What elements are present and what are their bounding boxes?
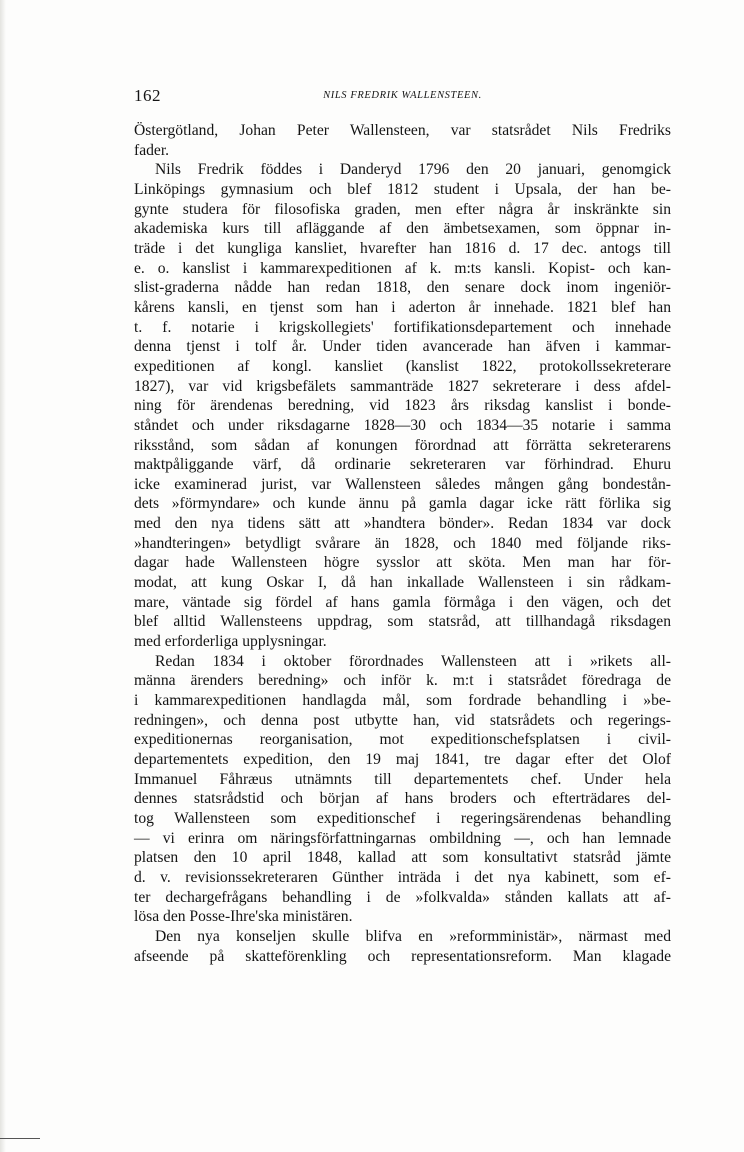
- text-line: med erforderliga upplysningar.: [134, 633, 327, 651]
- text-line: afseende på skatteförenkling och representationsreform. Man klagade: [134, 947, 671, 965]
- text-line: dets »förmyndare» och kunde ännu på gamla dagar icke rätt förlika sig: [134, 495, 671, 513]
- text-line: e. o. kanslist i kammarexpeditionen af k. m:ts kansli. Kopist- och kan-: [134, 259, 671, 277]
- text-line: platsen den 10 april 1848, kallad att som konsultativt statsråd jämte: [134, 849, 671, 867]
- text-line: Redan 1834 i oktober förordnades Wallensteen att i »rikets all-: [155, 652, 671, 670]
- text-line: Nils Fredrik föddes i Danderyd 1796 den 20 januari, genomgick: [155, 161, 671, 179]
- text-line: ning för ärendenas beredning, vid 1823 års riksdag kanslist i bonde-: [134, 397, 671, 415]
- text-line: gynte studera för filosofiska graden, men efter några år inskränkte sin: [134, 200, 671, 218]
- text-line: Den nya konseljen skulle blifva en »reformministär», närmast med: [155, 927, 671, 945]
- text-line: Immanuel Fåhræus utnämnts till departementets chef. Under hela: [134, 770, 671, 788]
- text-line: 1827), var vid krigsbefälets sammanträde 1827 sekreterare i dess afdel-: [134, 377, 671, 395]
- text-line: träde i det kungliga kansliet, hvarefter han 1816 d. 17 dec. antogs till: [134, 239, 671, 257]
- text-line: tog Wallensteen som expeditionschef i regeringsärendenas behandling: [134, 809, 671, 827]
- text-line: dagar hade Wallensteen högre sysslor att sköta. Men man har för-: [134, 554, 671, 572]
- text-line: denna tjenst i tolf år. Under tiden avancerade han äfven i kammar-: [134, 338, 671, 356]
- text-line: ståndet och under riksdagarne 1828—30 och 1834—35 notarie i samma: [134, 416, 671, 434]
- text-line: expeditionen af kongl. kansliet (kanslist 1822, protokollssekreterare: [134, 357, 671, 375]
- body-text: [134, 121, 671, 966]
- text-line: slist-graderna nådde han redan 1818, den senare dock inom ingeniör-: [134, 279, 671, 297]
- bottom-rule: [0, 1138, 40, 1139]
- text-line: »handteringen» betydligt svårare än 1828, och 1840 med följande riks-: [134, 534, 671, 552]
- text-line: männa ärenders beredning» och inför k. m:t i statsrådet föredraga de: [134, 672, 671, 690]
- text-line: kårens kansli, en tjenst som han i aderton år innehade. 1821 blef han: [134, 298, 671, 316]
- text-line: icke examinerad jurist, var Wallensteen således mången gång bondestån-: [134, 475, 671, 493]
- running-head: NILS FREDRIK WALLENSTEEN.: [323, 90, 482, 101]
- text-line: Linköpings gymnasium och blef 1812 student i Upsala, der han be-: [134, 180, 671, 198]
- text-line: d. v. revisionssekreteraren Günther inträda i det nya kabinett, som ef-: [134, 868, 671, 886]
- text-line: — vi erinra om näringsförfattningarnas ombildning —, och han lemnade: [134, 829, 671, 847]
- text-line: maktpåliggande värf, då ordinarie sekreteraren var förhindrad. Ehuru: [134, 456, 671, 474]
- text-line: blef alltid Wallensteens uppdrag, som statsråd, att tillhandagå riksdagen: [134, 613, 671, 631]
- text-line: akademiska kurs till afläggande af den ämbetsexamen, som öppnar in-: [134, 220, 671, 238]
- text-line: t. f. notarie i krigskollegiets' fortifikationsdepartement och innehade: [134, 318, 671, 336]
- page-header: [134, 86, 671, 110]
- page-number: 162: [134, 86, 161, 105]
- text-line: expeditionernas reorganisation, mot expeditionschefsplatsen i civil-: [134, 731, 671, 749]
- text-line: i kammarexpeditionen handlagda mål, som fordrade behandling i »be-: [134, 692, 671, 710]
- text-line: modat, att kung Oskar I, då han inkallade Wallensteen i sin rådkam-: [134, 574, 671, 592]
- text-line: Östergötland, Johan Peter Wallensteen, var statsrådet Nils Fredriks: [134, 122, 671, 139]
- text-line: ter dechargefrågans behandling i de »folkvalda» stånden kallats att af-: [134, 888, 671, 906]
- text-line: dennes statsrådstid och början af hans broders och efterträdares del-: [134, 790, 671, 808]
- text-line: mare, väntade sig fördel af hans gamla förmåga i den vägen, och det: [134, 593, 671, 611]
- text-line: fader.: [134, 141, 170, 159]
- text-line: lösa den Posse-Ihre'ska ministären.: [134, 908, 353, 926]
- text-line: redningen», och denna post utbytte han, vid statsrådets och regerings-: [134, 711, 671, 729]
- scan-edge: [0, 0, 6, 1152]
- text-line: riksstånd, som sådan af konungen förordnad att förrätta sekreterarens: [134, 436, 671, 454]
- text-line: departementets expedition, den 19 maj 1841, tre dagar efter det Olof: [134, 751, 671, 768]
- text-line: med den nya tidens sätt att »handtera bönder». Redan 1834 var dock: [134, 515, 671, 533]
